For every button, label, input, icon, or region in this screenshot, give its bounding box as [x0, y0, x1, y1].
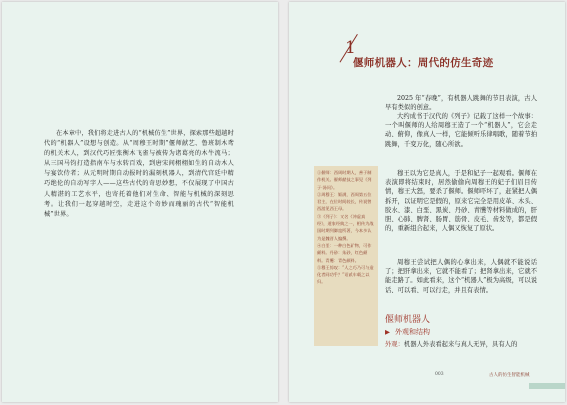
section-title: 偃师机器人 [385, 315, 431, 325]
note-text: 《列子》：又名《冲虚真经》，道家经典之一，相传为战国时期列御寇所著，今本多认为是魏晋人编撰。 [317, 213, 374, 241]
note-number: ① [317, 170, 322, 175]
left-page [2, 2, 278, 402]
footer-bar [529, 383, 565, 389]
appearance-label: 外观： [385, 341, 404, 348]
note-number: ⑤ [317, 264, 322, 270]
running-footer: 古人的仿生智能机械 [489, 373, 530, 378]
chapter-title: 偃师机器人：周代的仿生奇迹 [353, 57, 494, 69]
chapter-intro-text: 在本章中，我们将走进古人的“机械仿生”世界，探索那些超越时代的“机器人”设想与创造。从“周穆王时期”偃师献艺、鲁班制木鸢的机关术人，到汉代巧匠张衡木飞雀与被传为诸葛亮的木牛流马；从三国马钧打造指南车与水转百戏，到唐宋间栩栩如生的自动木人与宴饮侍者；从元明时期自动报时的漏刻机器人，到清代宫廷中精巧绝伦的自动写字人——这些古代的奇思妙想，不仅展现了中国古人精湛的工艺水平，也寄托着他们对生命、智能与机械的深刻思考。让我们一起穿越时空，走进这个奇妙而瑰丽的古代“智能机械”世界。 [44, 130, 234, 218]
appearance-text: 机器人外表看起来与真人无异，具有人的 [403, 341, 518, 348]
sidebar-note [317, 213, 375, 242]
note-number: ② [317, 191, 322, 197]
note-text: 偃师：西周时期人，善于制作机关。偃师献技之事见《列子·汤问》。 [317, 170, 372, 190]
note-number: ④ [317, 242, 322, 248]
body-paragraph: 周穆王尝试把人偶的心拿出来，人偶就不能说话了；把肝拿出来，它就不能看了；把肾拿出来，它就不能走路了。如此看来，这个“机器人”极为高级，可以说话、可以看、可以行走，并且有表情。 [385, 259, 537, 294]
sidebar-note [317, 242, 375, 264]
sidebar-notes [314, 166, 378, 346]
appearance-paragraph [385, 340, 545, 349]
body-paragraph: 穆王以为它是真人，于是和妃子一起观看。偃师在表演即将结束时，居然偷偷向周穆王的妃子们眉目传情，穆王大怒，要杀了偃师。偃师吓坏了，赶紧把人偶拆开，以证明它是假的，原来它完全是用皮革、木头、胶水、漆、白垩、黑炭、丹砂、青雘等材料做成的，肝胆、心肺、脾肾、肠胃、筋骨、皮毛、齿发等，都是假的，重新组合起来，人偶又恢复了原状。 [385, 170, 537, 233]
sidebar-note [317, 191, 375, 213]
sidebar-note [317, 264, 375, 286]
sidebar-note [317, 169, 375, 191]
body-paragraph: 大约成书于汉代的《列子》记载了这样一个故事：一个叫偃师的人给周穆王造了一个“机器人”，它会走动、俯仰，像真人一样，它能倾听乐律唱歌，随着节拍跳舞，千变万化，随心所欲。 [385, 113, 537, 148]
note-text: 白垩：一种白色矿物，可作颜料。丹砂：朱砂，红色颜料。青雘：青色颜料。 [317, 242, 372, 263]
note-number: ③ [317, 213, 322, 219]
note-text: 穆王惊叹：“人之巧乃可与造化者同功乎？”诏贰车载之以归。 [317, 264, 374, 285]
right-page [289, 2, 565, 402]
body-paragraph: 2025 年“春晚”，有机器人跳舞的节目表演，古人早有类似的创意。 [385, 95, 537, 112]
subsection-title: 外观和结构 [395, 328, 430, 336]
triangle-icon: ▶ [385, 328, 390, 336]
page-number: 003 [435, 372, 444, 377]
note-text: 周穆王：姬满，西周第五位君主，在位时间较长，传说曾西游见西王母。 [317, 191, 372, 212]
chapter-number: 1 [345, 38, 356, 58]
